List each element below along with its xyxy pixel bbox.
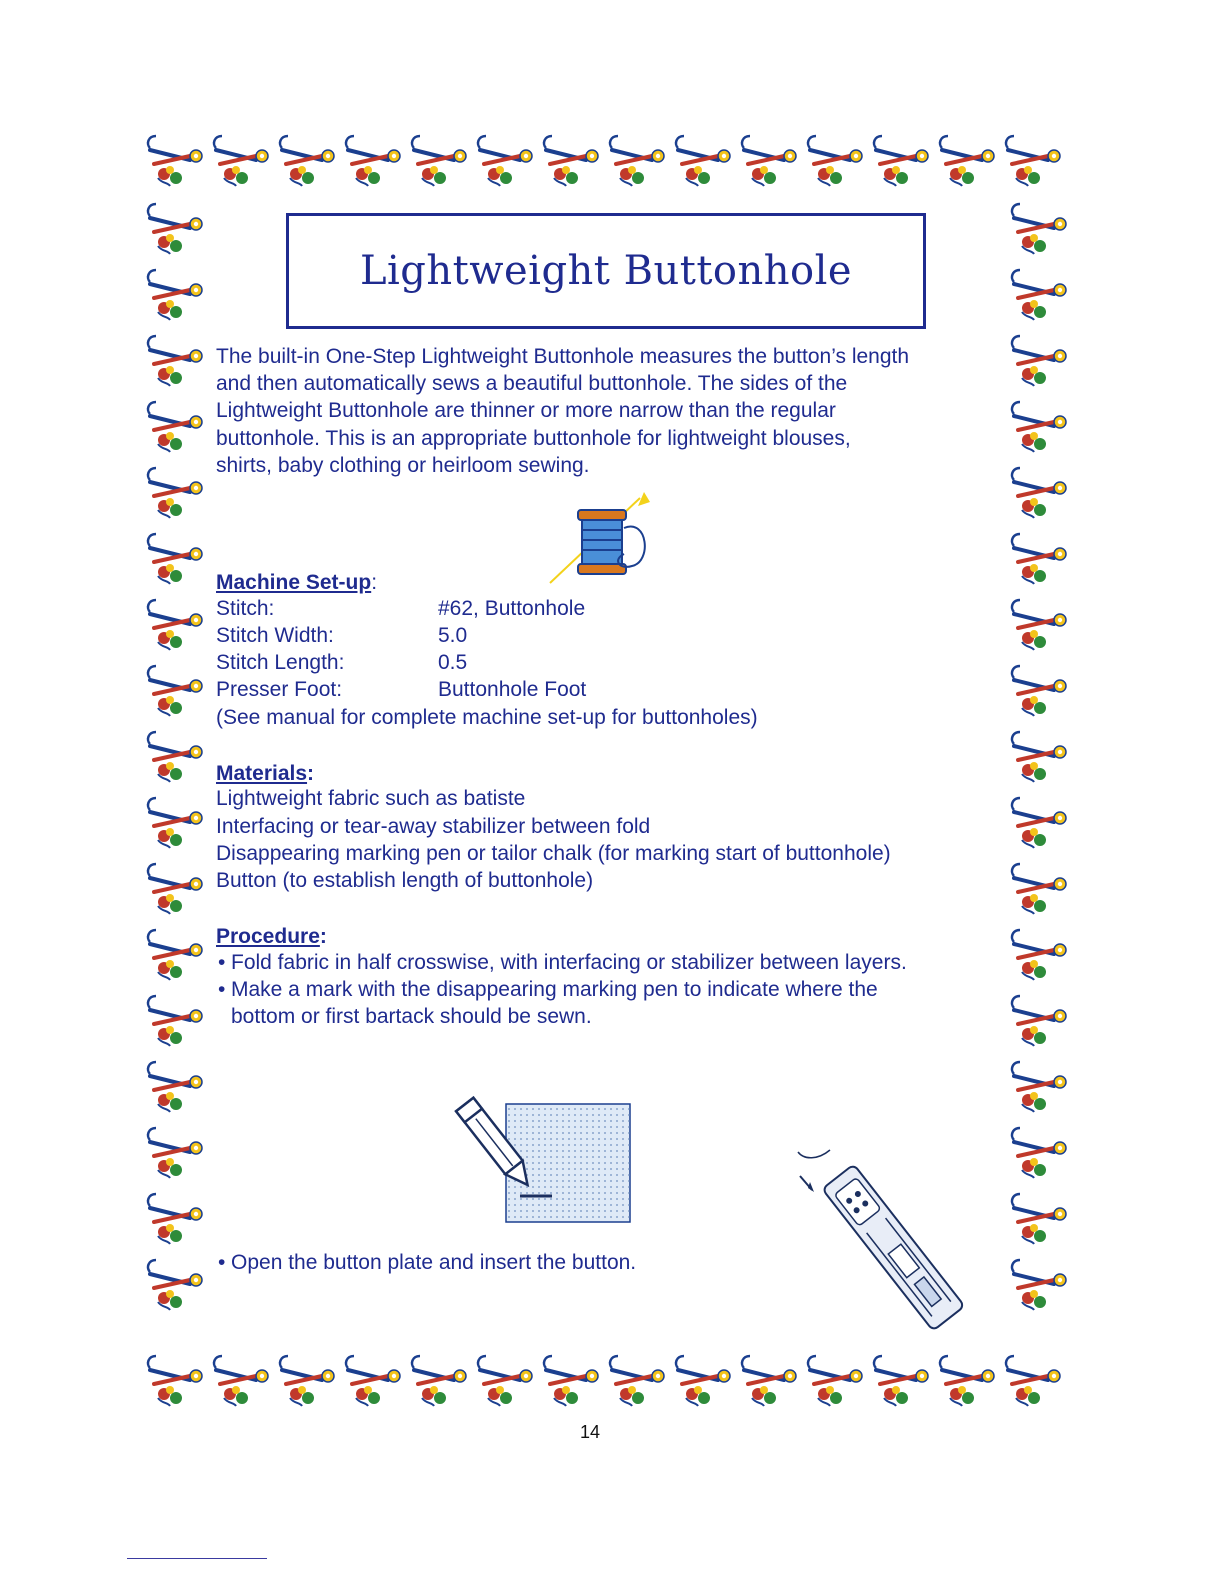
heading-colon: :: [371, 571, 378, 594]
page-title: Lightweight Buttonhole: [359, 248, 853, 294]
intro-line: The built-in One-Step Lightweight Buttonhole measures the button’s length: [216, 345, 910, 368]
procedure-step: [218, 1251, 636, 1275]
intro-line: shirts, baby clothing or heirloom sewing.: [216, 454, 590, 477]
material-item: Disappearing marking pen or tailor chalk (for marking start of buttonhole): [216, 842, 891, 865]
heading-colon: :: [319, 925, 327, 948]
setup-value-stitch: #62, Buttonhole: [438, 597, 586, 620]
procedure-heading: [216, 923, 327, 950]
setup-value-stitch-length: 0.5: [438, 651, 468, 674]
setup-note: (See manual for complete machine set-up for buttonholes): [216, 706, 758, 729]
setup-label-stitch-width: Stitch Width:: [216, 624, 334, 647]
heading-colon: :: [307, 762, 315, 785]
decorative-border-top: [140, 130, 1080, 196]
procedure-step-text: Open the button plate and insert the button.: [231, 1251, 637, 1274]
setup-value-presser-foot: Buttonhole Foot: [438, 678, 587, 701]
bullet: •: [218, 951, 226, 974]
title-box: [286, 213, 926, 329]
procedure-step-text: Fold fabric in half crosswise, with interfacing or stabilizer between layers.: [231, 951, 907, 974]
procedure-step: [218, 951, 907, 975]
setup-label-presser-foot: Presser Foot:: [216, 678, 343, 701]
procedure-step-continuation: bottom or first bartack should be sewn.: [231, 1005, 592, 1028]
machine-setup-heading-text: Machine Set-up: [216, 571, 372, 594]
intro-line: buttonhole. This is an appropriate buttonhole for lightweight blouses,: [216, 427, 851, 450]
bullet: •: [218, 978, 226, 1001]
materials-heading: [216, 760, 314, 787]
machine-setup-heading: [216, 569, 377, 596]
setup-value-stitch-width: 5.0: [438, 624, 468, 647]
procedure-heading-text: Procedure: [216, 925, 320, 948]
procedure-step: [218, 978, 878, 1002]
decorative-border-bottom: [140, 1350, 1080, 1416]
procedure-step-text: Make a mark with the disappearing marking pen to indicate where the: [231, 978, 878, 1001]
material-item: Lightweight fabric such as batiste: [216, 787, 526, 810]
intro-line: Lightweight Buttonhole are thinner or more narrow than the regular: [216, 399, 836, 422]
material-item: Button (to establish length of buttonhole): [216, 869, 594, 892]
setup-label-stitch-length: Stitch Length:: [216, 651, 345, 674]
decorative-border-right: [1004, 196, 1074, 1352]
bullet: •: [218, 1251, 226, 1274]
materials-heading-text: Materials: [216, 762, 308, 785]
setup-label-stitch: Stitch:: [216, 597, 275, 620]
thread-spool-icon: [540, 488, 670, 588]
marking-pen-icon: [440, 1088, 640, 1228]
footnote-rule: [127, 1558, 267, 1559]
decorative-border-left: [140, 196, 210, 1352]
buttonhole-foot-icon: [790, 1130, 1000, 1340]
page-number: 14: [580, 1422, 601, 1442]
material-item: Interfacing or tear-away stabilizer between fold: [216, 815, 651, 838]
intro-line: and then automatically sews a beautiful buttonhole. The sides of the: [216, 372, 848, 395]
